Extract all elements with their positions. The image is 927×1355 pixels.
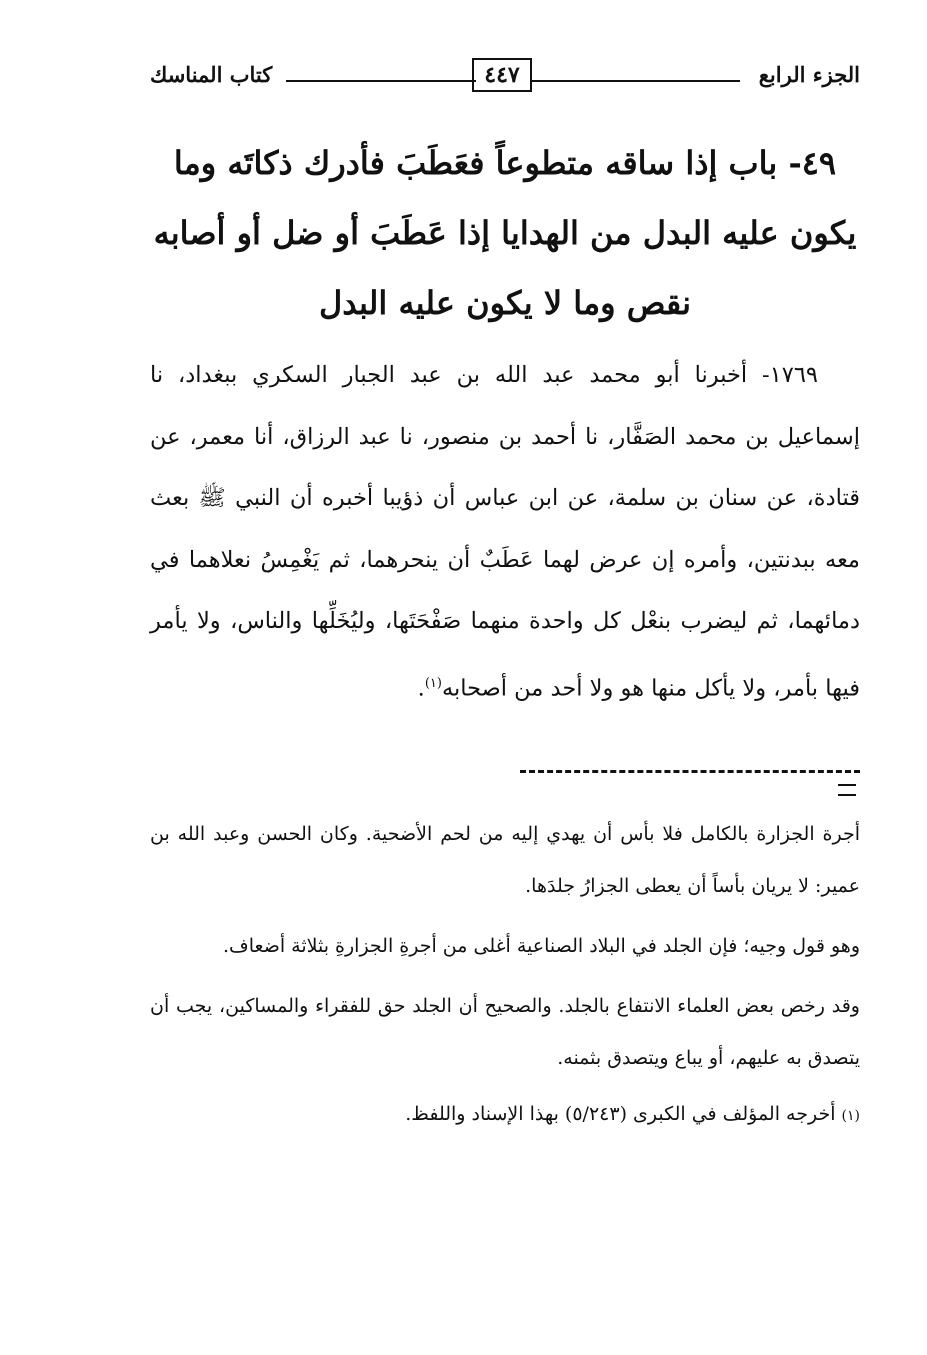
header-rule-left xyxy=(286,80,476,82)
book-label: كتاب المناسك xyxy=(150,62,273,87)
note-paragraph-2: وهو قول وجيه؛ فإن الجلد في البلاد الصناعية أغلى من أجرةِ الجزارةِ بثلاثة أضعاف. xyxy=(223,935,860,957)
page-number: ٤٤٧ xyxy=(472,58,532,92)
footnotes-section xyxy=(150,808,860,1138)
note-paragraph-1: أجرة الجزارة بالكامل فلا بأس أن يهدي إليه من لحم الأضحية. وكان الحسن وعبد الله بن عمير: لا يريان بأساً أن يعطى الجزارُ جلدَها. xyxy=(150,823,860,897)
footnote-separator xyxy=(520,770,860,773)
note-paragraph-3: وقد رخص بعض العلماء الانتفاع بالجلد. والصحيح أن الجلد حق للفقراء والمساكين، يجب أن يتصدق به عليهم، أو يباع ويتصدق بثمنه. xyxy=(150,995,860,1069)
footnote-1 xyxy=(150,1092,860,1138)
separator-mark xyxy=(838,784,856,796)
volume-label: الجزء الرابع xyxy=(758,62,860,87)
hadith-text xyxy=(150,345,860,720)
hadith-body: ١٧٦٩- أخبرنا أبو محمد عبد الله بن عبد الجبار السكري ببغداد، نا إسماعيل بن محمد الصَفَّار، نا أحمد بن منصور، نا عبد الرزاق، أنا معمر، عن قتادة، عن سنان بن سلمة، عن ابن عباس أن ذؤيبا أخبره أن النبي ﷺ بعث معه ببدنتين، وأمره إن عرض لهما عَطَبٌ أن ينحرهما، ثم يَغْمِسُ نعلاهما في دمائهما، ثم ليضرب بنعْل كل واحدة منهما صَفْحَتَها، وليُخَلِّها والناس، ولا يأمر فيها بأمر، ولا يأكل منها هو ولا أحد من أصحابه xyxy=(150,362,860,701)
footnote-text: أخرجه المؤلف في الكبرى (٥/٢٤٣) بهذا الإسناد واللفظ. xyxy=(405,1103,836,1125)
page-header xyxy=(150,58,860,98)
chapter-title: ٤٩- باب إذا ساقه متطوعاً فعَطَبَ فأدرك ذكاتَه وما يكون عليه البدل من الهدايا إذا عَطَبَ أو ضل أو أصابه نقص وما لا يكون عليه البدل xyxy=(153,144,857,322)
hadith-end: . xyxy=(417,675,425,701)
footnote-reference: (١) xyxy=(424,675,442,691)
footnote-marker: (١) xyxy=(841,1108,860,1124)
header-rule-right xyxy=(532,80,740,82)
